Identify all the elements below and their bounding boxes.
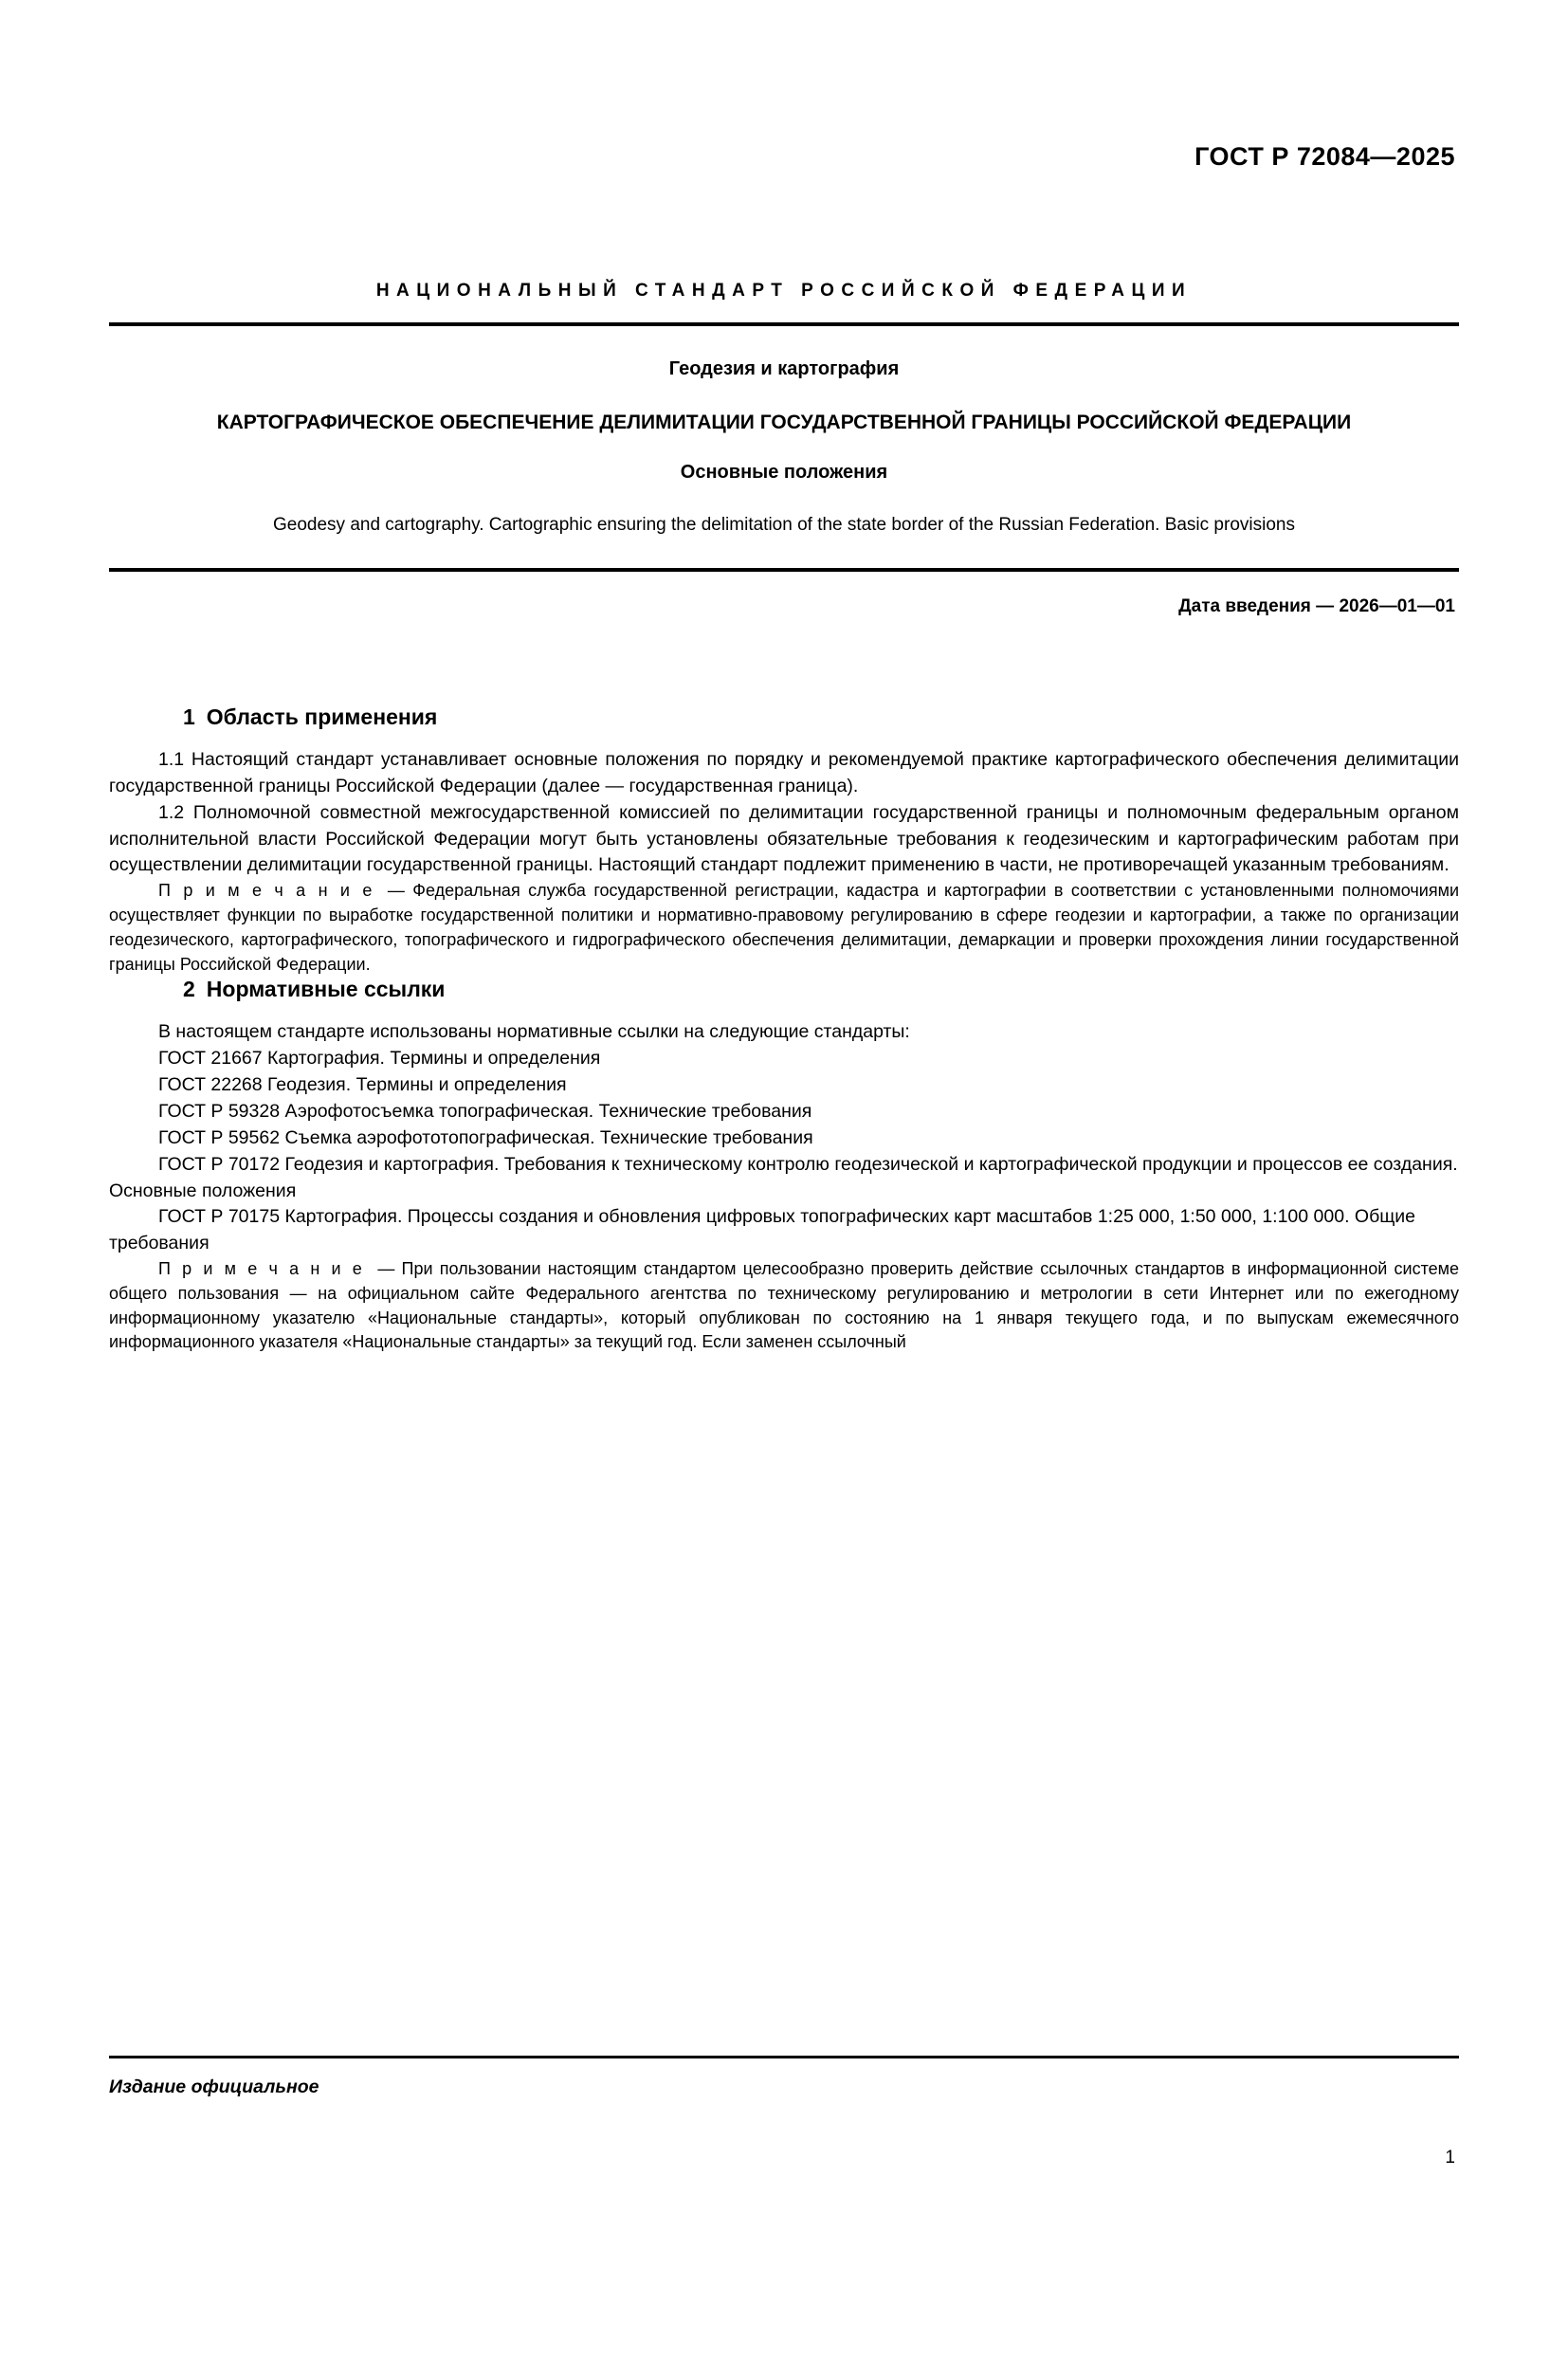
header-divider-top bbox=[109, 322, 1459, 326]
header-divider-bottom bbox=[109, 568, 1459, 572]
reference-item: ГОСТ 22268 Геодезия. Термины и определения bbox=[158, 1074, 567, 1095]
document-code: ГОСТ Р 72084—2025 bbox=[1194, 142, 1455, 171]
paragraph-1-1: 1.1 Настоящий стандарт устанавливает основные положения по порядку и рекомендуемой практике картографического обеспечения делимитации государственной границы Российской Федерации (далее — государственная граница). bbox=[109, 748, 1459, 796]
national-standard-heading: НАЦИОНАЛЬНЫЙ СТАНДАРТ РОССИЙСКОЙ ФЕДЕРАЦИИ bbox=[375, 281, 1193, 301]
paragraph-1-2: 1.2 Полномочной совместной межгосударственной комиссией по делимитации государственной границы и полномочным федеральным органом исполнительной власти Российской Федерации могут быть установлены обязательные требования к геодезическим и картографическим работам при осуществлении делимитации государственной границы. Настоящий стандарт подлежит применению в части, не противоречащей указанным требованиям. bbox=[109, 801, 1459, 876]
title-subject: Геодезия и картография bbox=[668, 358, 900, 379]
section-number-1: 1 bbox=[183, 704, 195, 729]
normative-references-list bbox=[109, 1019, 1459, 1257]
official-edition-label: Издание официальное bbox=[109, 2076, 319, 2097]
note-label-1: П р и м е ч а н и е bbox=[158, 881, 374, 901]
page-number: 1 bbox=[1445, 2148, 1455, 2168]
page-title: КАРТОГРАФИЧЕСКОЕ ОБЕСПЕЧЕНИЕ ДЕЛИМИТАЦИИ ГОСУДАРСТВЕННОЙ ГРАНИЦЫ РОССИЙСКОЙ ФЕДЕРАЦИИ bbox=[216, 412, 1352, 433]
section-title-1: Область применения bbox=[206, 704, 438, 729]
reference-item: ГОСТ 21667 Картография. Термины и определения bbox=[158, 1048, 601, 1070]
note-text-2: — При пользовании настоящим стандартом целесообразно проверить действие ссылочных стандартов в информационной системе общего пользования — на официальном сайте Федерального агентства по техническому регулированию и метрологии в сети Интернет или по ежегодному информационному указателю «Национальные стандарты», который опубликован по состоянию на 1 января текущего года, и по выпускам ежемесячного информационного указателя «Национальные стандарты» за текущий год. Если заменен ссылочный bbox=[109, 1259, 1460, 1352]
title-block bbox=[109, 358, 1459, 540]
reference-item: ГОСТ Р 70175 Картография. Процессы создания и обновления цифровых топографических карт масштабов 1:25 000, 1:50 000, 1:100 000. Общие требования bbox=[109, 1206, 1416, 1254]
reference-item: ГОСТ Р 59328 Аэрофотосъемка топографическая. Технические требования bbox=[158, 1100, 812, 1122]
reference-item: ГОСТ Р 59562 Съемка аэрофототопографическая. Технические требования bbox=[158, 1126, 813, 1148]
reference-item: ГОСТ Р 70172 Геодезия и картография. Требования к техническому контролю геодезической и картографической продукции и процессов ее создания. Основные положения bbox=[109, 1153, 1458, 1201]
introduction-date: Дата введения — 2026—01—01 bbox=[1178, 595, 1455, 616]
document-content bbox=[109, 704, 1459, 1355]
note-section-2 bbox=[109, 1257, 1459, 1355]
document-page bbox=[0, 142, 1568, 2360]
note-section-1 bbox=[109, 879, 1459, 977]
section-number-2: 2 bbox=[183, 977, 195, 1002]
section-heading-1 bbox=[183, 704, 1459, 730]
section-heading-2 bbox=[183, 977, 1459, 1002]
section-title-2: Нормативные ссылки bbox=[206, 977, 446, 1002]
note-label-2: П р и м е ч а н и е bbox=[158, 1259, 365, 1279]
footer-divider bbox=[109, 2056, 1459, 2058]
title-english: Geodesy and cartography. Cartographic ensuring the delimitation of the state border of the Russian Federation. Basic provisions bbox=[273, 515, 1295, 536]
title-basic-provisions: Основные положения bbox=[680, 462, 888, 484]
note-text-1: — Федеральная служба государственной регистрации, кадастра и картографии в соответствии с установленными полномочиями осуществляет функции по выработке государственной политики и нормативно-правовому регулированию в сфере геодезии и картографии, а также по организации геодезического, картографического, топографического и гидрографического обеспечения делимитации, демаркации и проверки прохождения линии государственной границы Российской Федерации. bbox=[109, 881, 1459, 974]
references-lead: В настоящем стандарте использованы нормативные ссылки на следующие стандарты: bbox=[158, 1021, 910, 1043]
